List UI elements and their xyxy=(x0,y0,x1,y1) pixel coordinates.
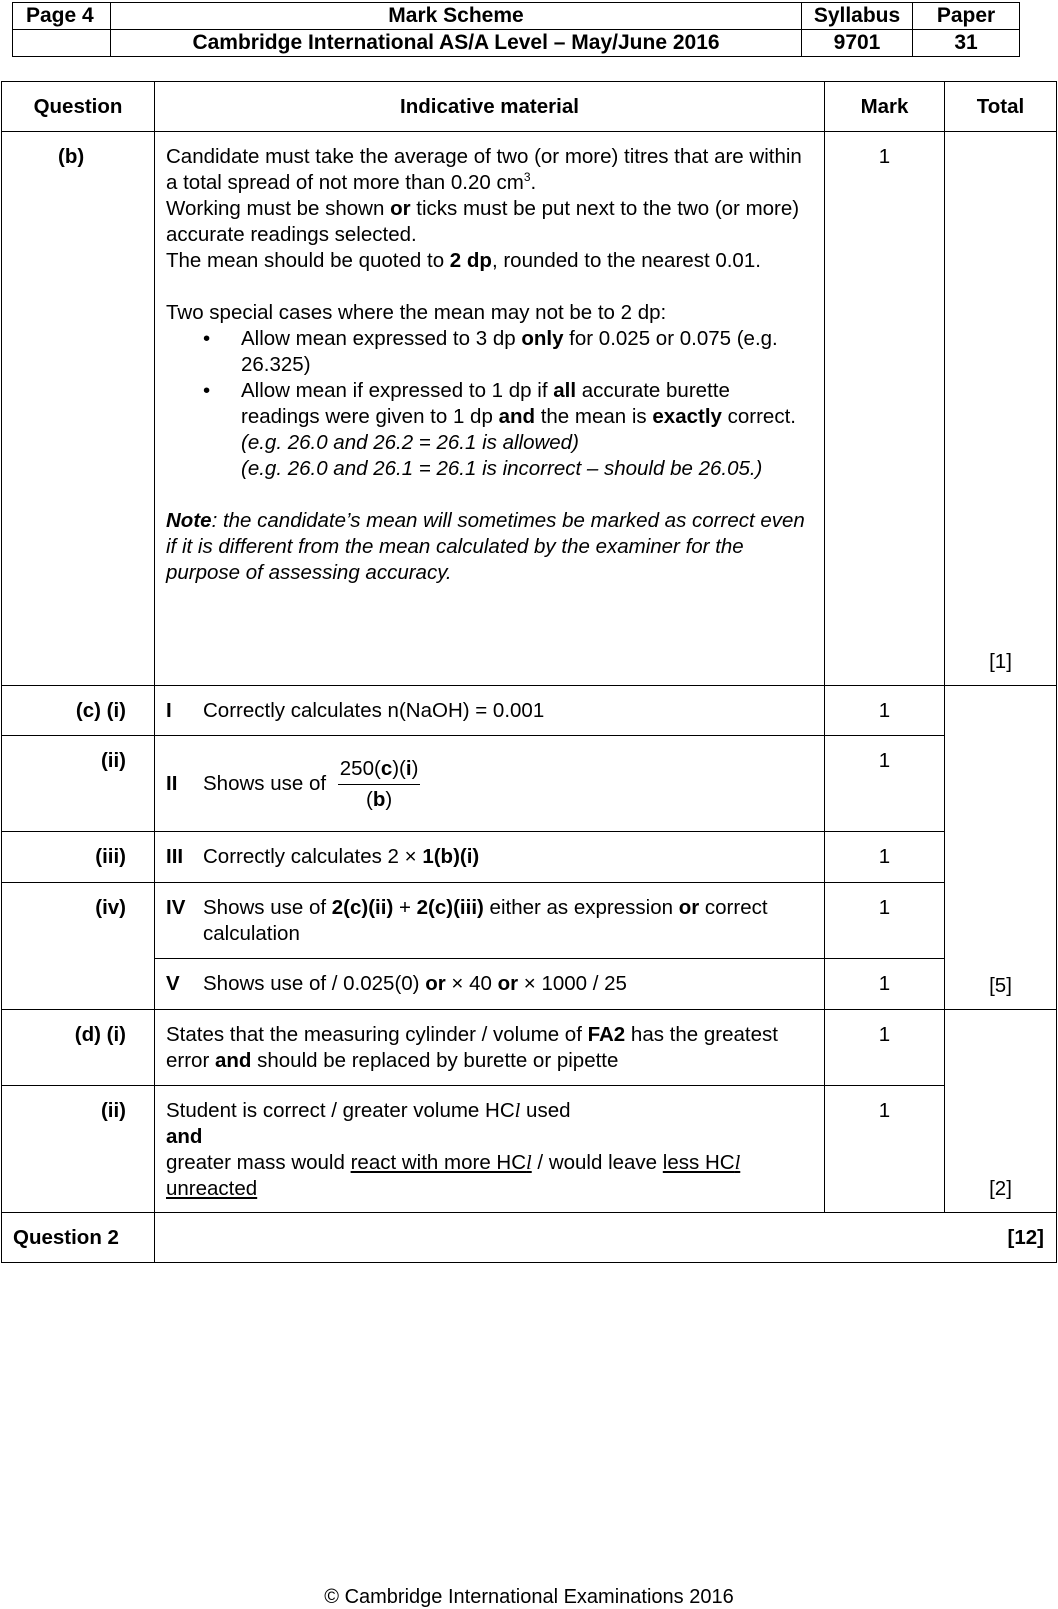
text: and xyxy=(166,1125,203,1148)
example-text: (e.g. 26.0 and 26.2 = 26.1 is allowed) xyxy=(241,431,579,454)
text: The mean should be quoted to xyxy=(166,249,450,272)
paragraph xyxy=(166,144,814,196)
syllabus-code: 9701 xyxy=(802,30,913,57)
material-cell xyxy=(155,1086,825,1213)
paragraph xyxy=(166,248,814,274)
col-mark: Mark xyxy=(825,82,945,132)
summary-label: Question 2 xyxy=(2,1213,155,1263)
text: × 40 xyxy=(445,972,498,995)
table-row xyxy=(2,883,1057,959)
syllabus-label: Syllabus xyxy=(802,3,913,30)
list-item xyxy=(166,378,814,482)
text: l xyxy=(514,1100,521,1122)
text: for 0.025 or 0.075 (e.g. 26.325) xyxy=(241,327,778,376)
mark-scheme-table xyxy=(1,81,1057,1263)
roman-numeral: II xyxy=(166,771,178,795)
underlined-text xyxy=(351,1151,532,1174)
table-row xyxy=(2,959,1057,1010)
note-text: : the candidate’s mean will sometimes be marked as correct even if it is different from the mean calculated by the examiner for the purpose of assessing accuracy. xyxy=(166,509,805,584)
question-label: (d) (i) xyxy=(2,1010,155,1086)
text: Allow mean expressed to 3 dp xyxy=(241,327,522,350)
text: or xyxy=(497,972,519,995)
table-row xyxy=(2,686,1057,736)
text xyxy=(203,895,814,947)
text: Working must be shown xyxy=(166,197,391,220)
text: c xyxy=(380,757,393,780)
roman-numeral: I xyxy=(166,699,172,722)
material-cell xyxy=(155,832,825,883)
mark-cell: 1 xyxy=(825,1086,945,1213)
text: and xyxy=(214,1049,252,1072)
mark-cell: 1 xyxy=(825,1010,945,1086)
paragraph xyxy=(166,196,814,248)
hanging-item xyxy=(166,895,814,947)
mark-cell: 1 xyxy=(825,832,945,883)
table-header-row xyxy=(2,82,1057,132)
header-blank xyxy=(13,30,111,57)
total-cell: [5] xyxy=(945,686,1057,1010)
fraction-numerator: 250(c)(i) xyxy=(338,756,421,785)
footer-copyright: © Cambridge International Examinations 2016 xyxy=(324,1586,734,1608)
note xyxy=(166,508,814,586)
text: l xyxy=(734,1152,741,1174)
text: States that the measuring cylinder / volume of xyxy=(166,1023,588,1046)
fraction-denominator: (b) xyxy=(366,788,393,811)
text: 2(c)(ii) xyxy=(331,896,394,919)
text: Correctly calculates n(NaOH) = 0.001 xyxy=(203,699,545,722)
mark-cell: 1 xyxy=(825,132,945,686)
text: Allow mean if expressed to 1 dp if xyxy=(241,379,554,402)
paragraph xyxy=(166,1098,814,1124)
text: i xyxy=(405,757,412,780)
paper-number: 31 xyxy=(913,30,1020,57)
roman-numeral: IV xyxy=(166,896,186,919)
text: Shows use of / 0.025(0) xyxy=(203,972,426,995)
underlined-text xyxy=(663,1151,740,1174)
text: less HC xyxy=(662,1151,735,1174)
table-row xyxy=(2,1086,1057,1213)
header-table xyxy=(12,2,1020,57)
total-cell: [1] xyxy=(945,132,1057,686)
material-cell xyxy=(155,736,825,832)
paragraph xyxy=(166,1124,814,1150)
text: , rounded to the nearest 0.01. xyxy=(491,249,761,272)
text: 250 xyxy=(339,757,374,780)
text: + xyxy=(393,896,417,919)
note-label: Note xyxy=(166,509,212,532)
question-label: (iv) xyxy=(2,883,155,1010)
text: all xyxy=(553,379,577,402)
col-question: Question xyxy=(2,82,155,132)
bullet-list xyxy=(166,326,814,482)
table-row xyxy=(2,832,1057,883)
mark-cell: 1 xyxy=(825,883,945,959)
material-cell xyxy=(155,883,825,959)
text: b xyxy=(372,788,386,811)
text: Student is correct / greater volume HC xyxy=(166,1099,515,1122)
text: either as expression xyxy=(483,896,679,919)
material-cell xyxy=(155,686,825,736)
text: or xyxy=(678,896,700,919)
mark-cell: 1 xyxy=(825,959,945,1010)
material-cell xyxy=(155,959,825,1010)
text: used xyxy=(520,1099,571,1122)
text: . xyxy=(530,171,537,194)
total-cell: [2] xyxy=(945,1010,1057,1213)
question-label: (b) xyxy=(2,132,155,686)
text: Correctly calculates 2 × xyxy=(203,845,423,868)
text: 2 dp xyxy=(449,249,492,272)
text: FA2 xyxy=(587,1023,626,1046)
text: / would leave xyxy=(531,1151,663,1174)
material-cell xyxy=(155,1010,825,1086)
text: Shows use of xyxy=(203,771,327,795)
text: has the greatest error xyxy=(166,1023,778,1072)
list-item xyxy=(166,326,814,378)
underlined-text: unreacted xyxy=(166,1177,258,1200)
text: or xyxy=(390,197,411,220)
mark-cell: 1 xyxy=(825,736,945,832)
text: should be replaced by burette or pipette xyxy=(251,1049,619,1072)
text: the mean is xyxy=(535,405,653,428)
header-subtitle: Cambridge International AS/A Level – May/June 2016 xyxy=(111,30,802,57)
col-material: Indicative material xyxy=(155,82,825,132)
text: l xyxy=(526,1152,532,1174)
text: 1(b)(i) xyxy=(422,845,480,868)
text: × 1000 / 25 xyxy=(518,972,627,995)
mark-cell: 1 xyxy=(825,686,945,736)
fraction xyxy=(338,756,421,813)
paragraph: Two special cases where the mean may not be to 2 dp: xyxy=(166,301,667,324)
text: ticks must be put next to the two (or more) accurate readings selected. xyxy=(166,197,800,246)
text: greater mass would xyxy=(166,1151,351,1174)
col-total: Total xyxy=(945,82,1057,132)
page-number: Page 4 xyxy=(13,3,111,30)
question-label: (ii) xyxy=(2,736,155,832)
question-label: (iii) xyxy=(2,832,155,883)
text: react with more HC xyxy=(350,1151,527,1174)
roman-numeral: V xyxy=(166,972,180,995)
text: or xyxy=(425,972,446,995)
question-label: (ii) xyxy=(2,1086,155,1213)
example-text: (e.g. 26.0 and 26.1 = 26.1 is incorrect – should be 26.05.) xyxy=(241,457,763,480)
text: 2(c)(iii) xyxy=(416,896,484,919)
table-row xyxy=(2,132,1057,686)
table-row xyxy=(2,736,1057,832)
text: and xyxy=(498,405,536,428)
summary-total: [12] xyxy=(155,1213,1057,1263)
summary-row xyxy=(2,1213,1057,1263)
text: exactly xyxy=(652,405,722,428)
roman-numeral: III xyxy=(166,845,184,868)
text: Shows use of xyxy=(203,896,332,919)
paragraph xyxy=(166,1150,814,1202)
question-label: (c) (i) xyxy=(2,686,155,736)
superscript: 3 xyxy=(523,170,531,185)
text: Candidate must take the average of two (or more) titres that are within a total spread of not more than 0.20 cm xyxy=(166,145,802,194)
table-row xyxy=(2,1010,1057,1086)
header-title: Mark Scheme xyxy=(111,3,802,30)
text: correct. xyxy=(721,405,796,428)
text: only xyxy=(521,327,564,350)
text: correct calculation xyxy=(203,896,768,945)
text: accurate burette readings were given to 1 dp xyxy=(241,379,730,428)
paper-label: Paper xyxy=(913,3,1020,30)
material-cell xyxy=(155,132,825,686)
